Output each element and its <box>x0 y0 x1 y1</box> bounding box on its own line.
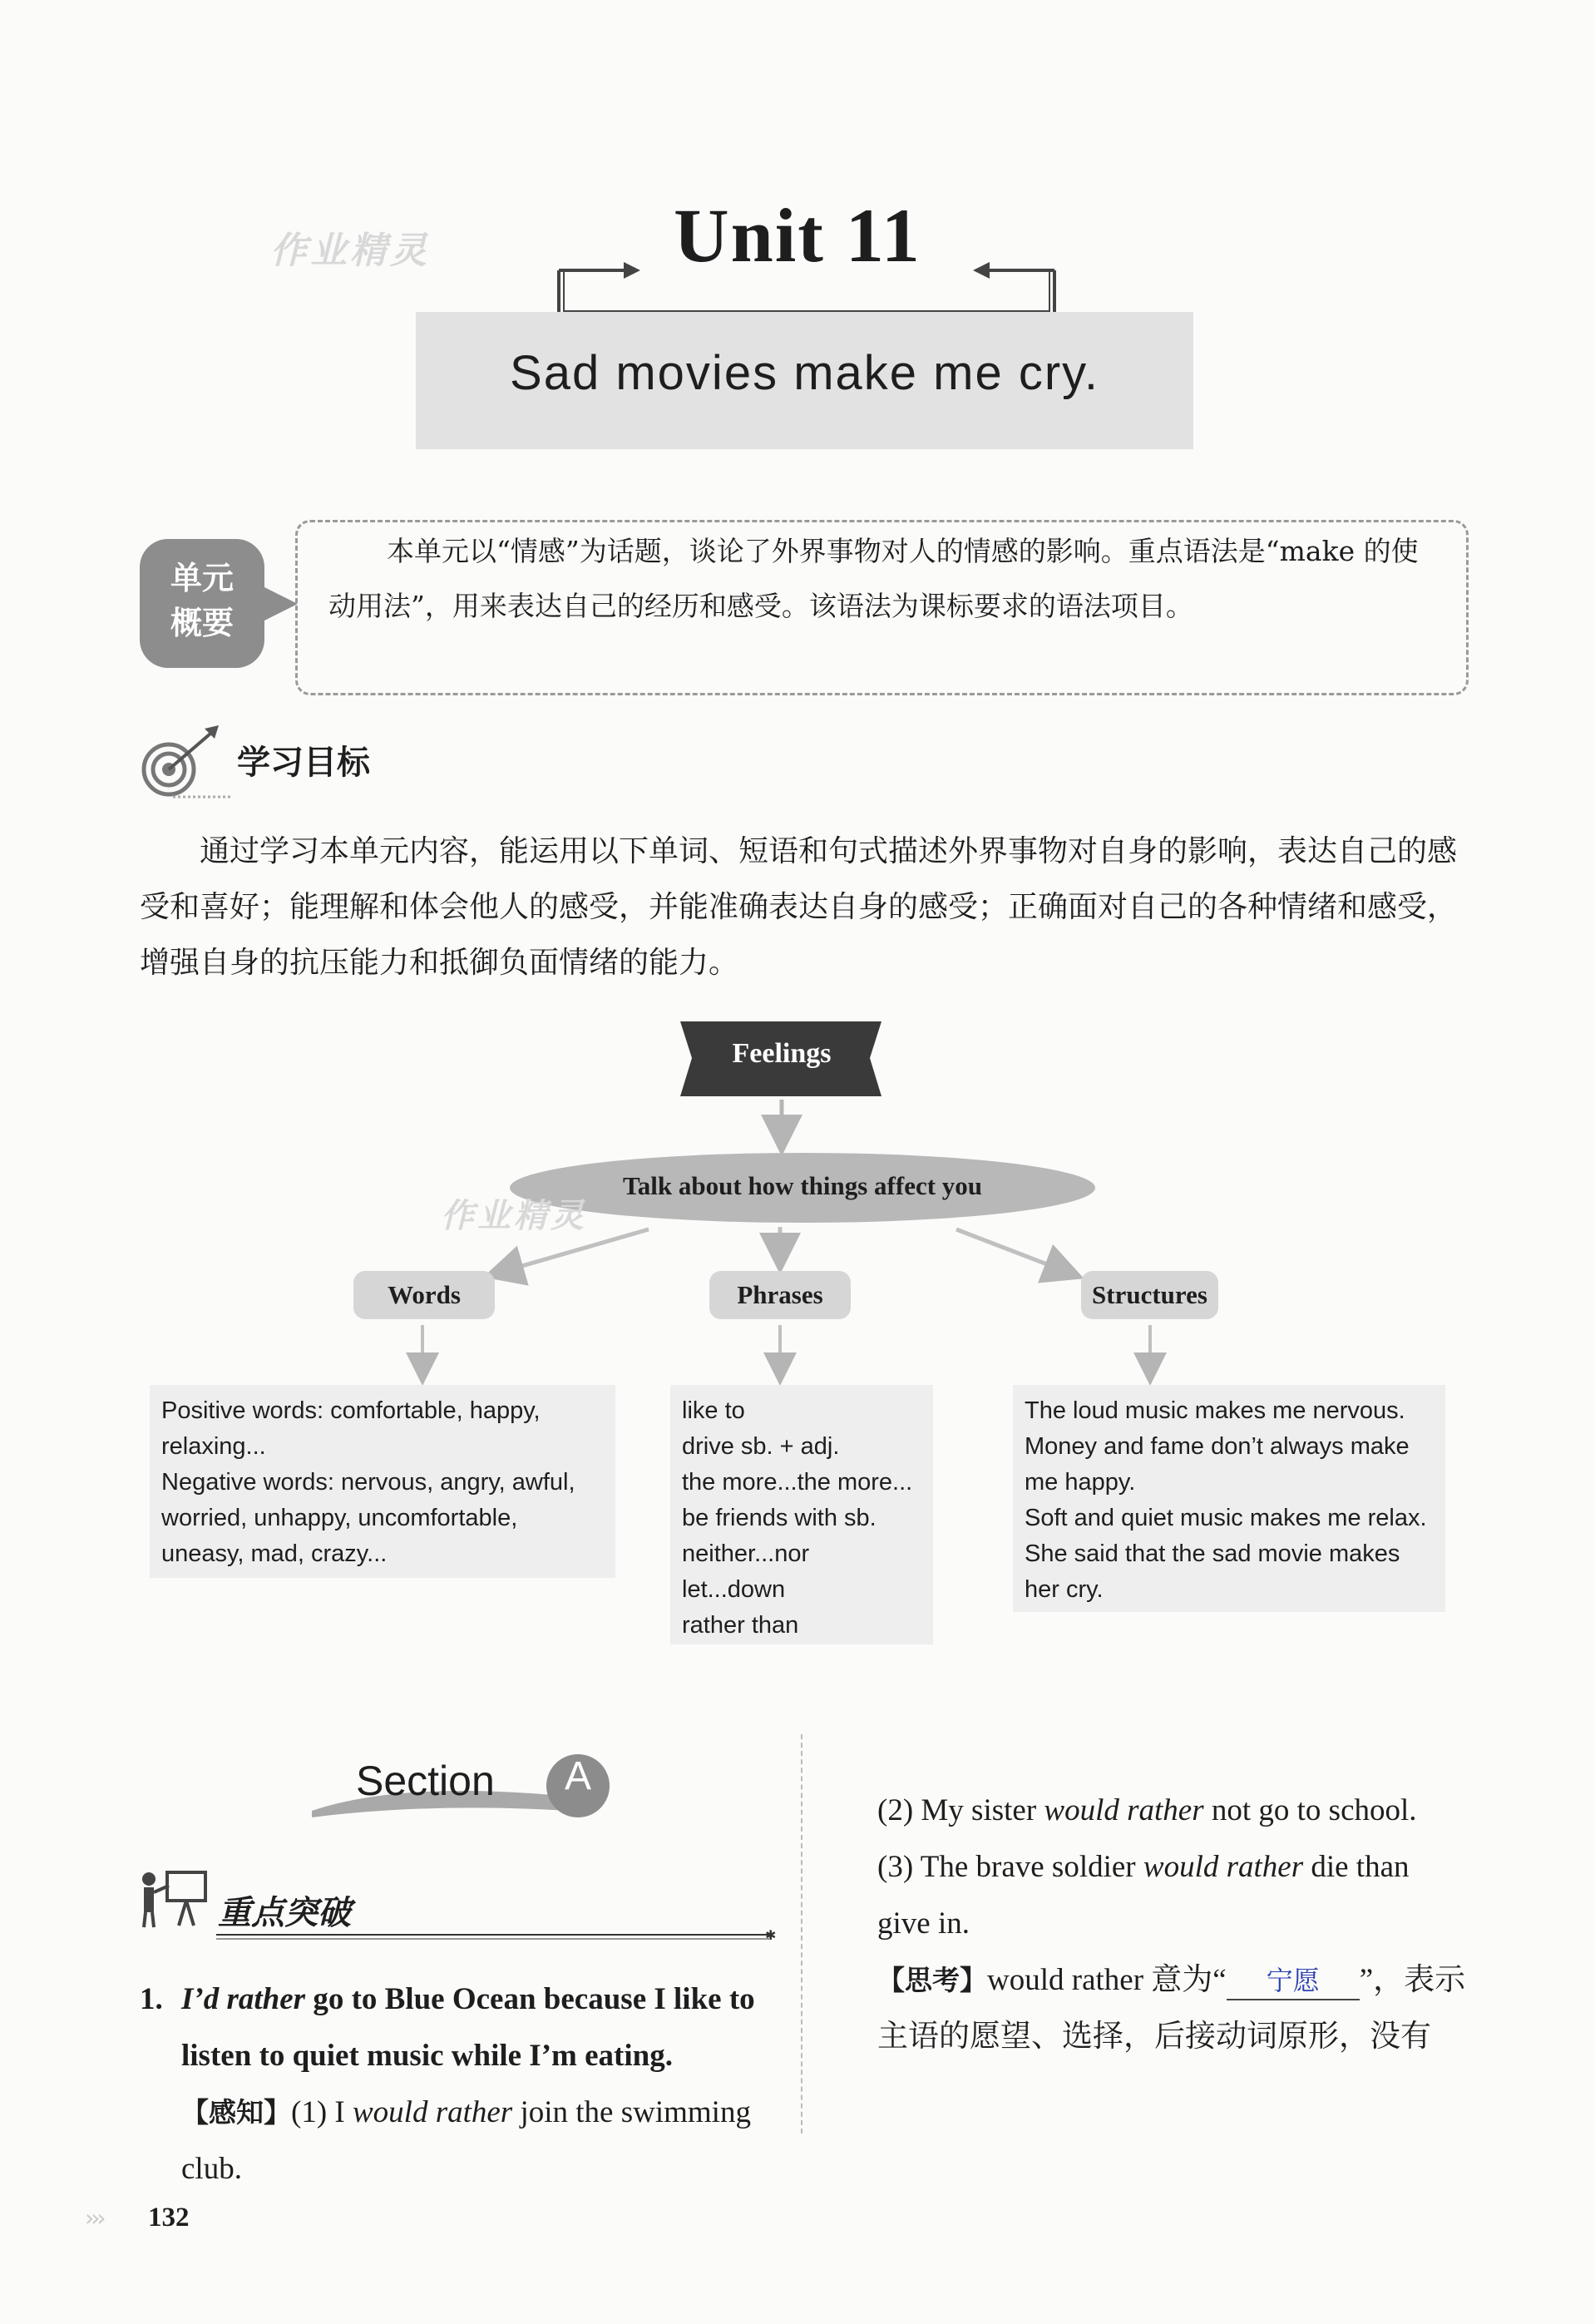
example-2: (2) My sister would rather not go to school. <box>877 1793 1417 1827</box>
page-number: 132 <box>148 2203 190 2233</box>
detail-line: Positive words: comfortable, happy, <box>161 1397 541 1424</box>
phrases-detail-box <box>670 1385 933 1644</box>
detail-line: her cry. <box>1025 1576 1104 1603</box>
svg-text:✱: ✱ <box>765 1930 777 1941</box>
item-number: 1. <box>140 1982 163 2016</box>
overview-label: 单元 概要 <box>170 560 234 641</box>
detail-line: relaxing... <box>161 1433 266 1460</box>
detail-line: worried, unhappy, uncomfortable, <box>161 1505 518 1531</box>
detail-line: uneasy, mad, crazy... <box>161 1540 388 1567</box>
detail-line: Money and fame don’t always make <box>1025 1433 1410 1460</box>
item-sentence: I’d rather go to Blue Ocean because I like to listen to quiet music while I’m eating. <box>181 1982 755 2073</box>
example-3: (3) The brave soldier would rather die than give in. <box>877 1850 1410 1941</box>
goals-text: 通过学习本单元内容，能运用以下单词、短语和句式描述外界事物对自身的影响，表达自己的感受和喜好；能理解和体会他人的感受，并能准确表达自身的感受；正确面对自己的各种情绪和感受，增强自身的抗压能力和抵御负面情绪的能力。 <box>140 834 1458 980</box>
think-note: 【思考】would rather 意为“ 宁愿 ”，表示主语的愿望、选择，后接动词原形，没有 <box>877 1963 1466 2054</box>
perceive-example: 【感知】(1) I would rather join the swimming club. <box>181 2095 751 2186</box>
answer-blank[interactable]: 宁愿 <box>1227 1962 1360 2000</box>
unit-title: Unit 11 <box>674 193 921 278</box>
focus-rule <box>137 1930 778 1941</box>
overview-text: 本单元以“情感”为话题，谈论了外界事物对人的情感的影响。重点语法是“make 的使动用法”，用来表达自己的经历和感受。该语法为课标要求的语法项目。 <box>328 535 1419 622</box>
detail-line: like to <box>682 1397 745 1424</box>
detail-line: She said that the sad movie makes <box>1025 1540 1400 1567</box>
category-phrases: Phrases <box>709 1271 851 1319</box>
mindmap-root: Feelings <box>732 1038 832 1069</box>
watermark: 作业精灵 <box>270 230 430 272</box>
unit-subtitle: Sad movies make me cry. <box>510 346 1099 400</box>
focus-heading: 重点突破 <box>218 1894 351 1932</box>
detail-line: rather than <box>682 1612 799 1639</box>
watermark: 作业精灵 <box>441 1196 587 1235</box>
detail-line: be friends with sb. <box>682 1505 877 1531</box>
category-words: Words <box>353 1271 495 1319</box>
page-arrows-icon: ››› <box>85 2204 103 2232</box>
detail-line: the more...the more... <box>682 1469 913 1496</box>
right-column <box>877 1726 1468 2065</box>
mindmap-center: Talk about how things affect you <box>622 1171 983 1200</box>
detail-line: me happy. <box>1025 1469 1136 1496</box>
column-divider <box>801 1734 802 2134</box>
detail-line: Soft and quiet music makes me relax. <box>1025 1505 1427 1531</box>
detail-line: Negative words: nervous, angry, awful, <box>161 1469 575 1496</box>
words-detail-box <box>150 1385 615 1578</box>
category-structures: Structures <box>1081 1271 1218 1319</box>
goals-heading: 学习目标 <box>237 744 370 782</box>
teacher-board-icon <box>137 1867 212 1934</box>
section-letter: A <box>564 1754 591 1798</box>
detail-line: neither...nor <box>682 1540 810 1567</box>
detail-line: drive sb. + adj. <box>682 1433 840 1460</box>
structures-detail-box <box>1013 1385 1445 1612</box>
detail-line: The loud music makes me nervous. <box>1025 1397 1405 1424</box>
detail-line: let...down <box>682 1576 786 1603</box>
section-label: Section <box>356 1758 495 1804</box>
